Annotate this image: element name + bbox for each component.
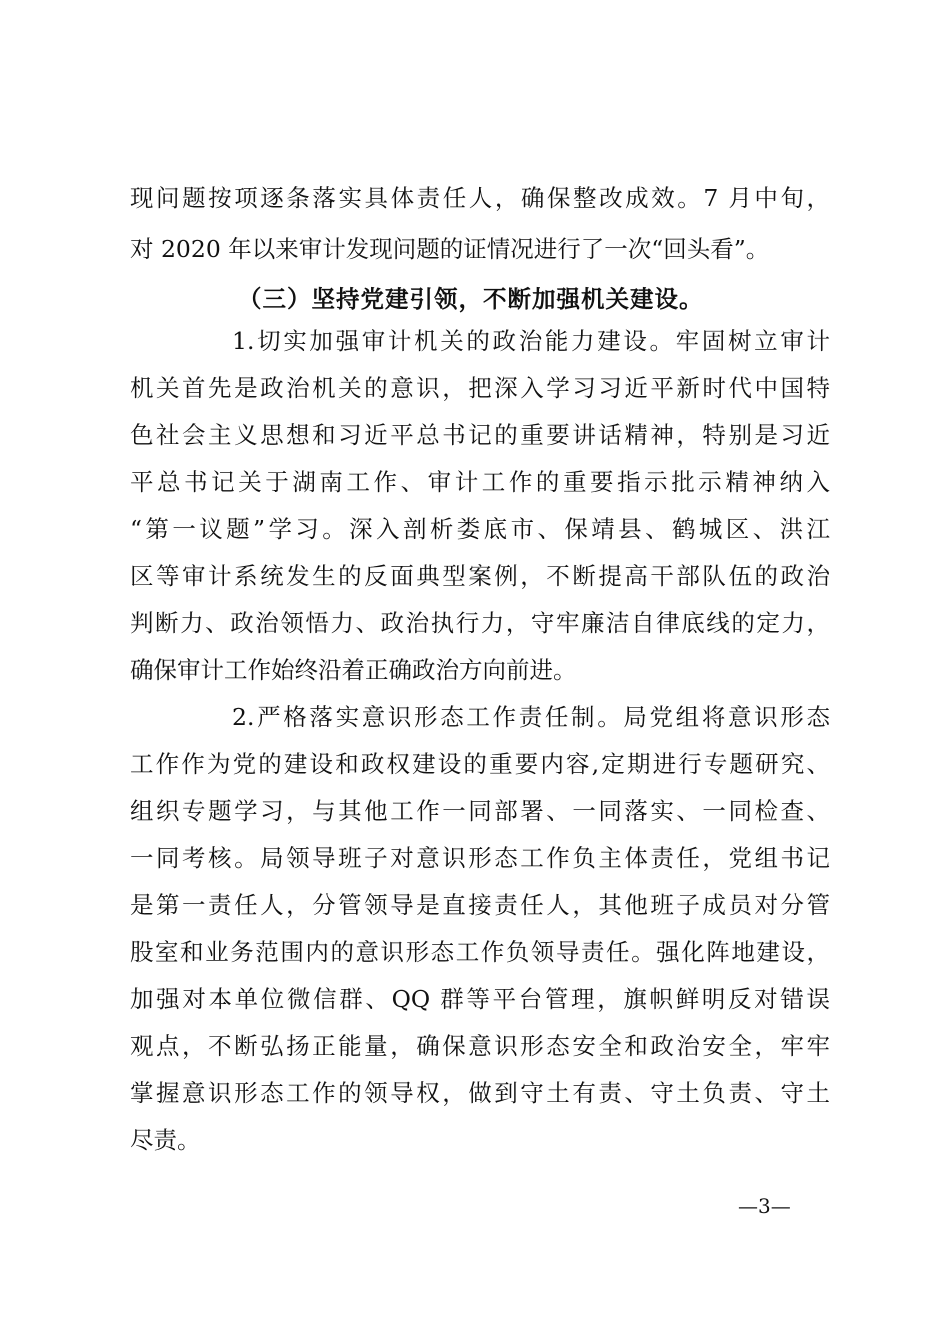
page-number: —3— bbox=[738, 1194, 791, 1218]
body-text-line: 组织专题学习，与其他工作一同部署、一同落实、一同检查、 bbox=[130, 797, 830, 825]
body-text-line: 工作作为党的建设和政权建设的重要内容,定期进行专题研究、 bbox=[130, 750, 830, 778]
body-text-line: 现问题按项逐条落实具体责任人，确保整改成效。7 月中旬， bbox=[130, 184, 830, 212]
body-text-line: 判断力、政治领悟力、政治执行力，守牢廉洁自律底线的定力， bbox=[130, 609, 830, 637]
body-text-line: 色社会主义思想和习近平总书记的重要讲话精神，特别是习近 bbox=[130, 421, 830, 449]
body-text-line: 确保审计工作始终沿着正确政治方向前进。 bbox=[130, 656, 577, 684]
body-text-line: 1.切实加强审计机关的政治能力建设。牢固树立审计 bbox=[232, 327, 830, 355]
body-text-line: 2.严格落实意识形态工作责任制。局党组将意识形态 bbox=[232, 703, 830, 731]
body-text-line: 加强对本单位微信群、QQ 群等平台管理，旗帜鲜明反对错误 bbox=[130, 985, 830, 1013]
body-text-line: 股室和业务范围内的意识形态工作负领导责任。强化阵地建设， bbox=[130, 938, 830, 966]
body-text-line: 观点，不断弘扬正能量，确保意识形态安全和政治安全，牢牢 bbox=[130, 1032, 830, 1060]
body-text-line: 区等审计系统发生的反面典型案例，不断提高干部队伍的政治 bbox=[130, 562, 830, 590]
body-text-line: 机关首先是政治机关的意识，把深入学习习近平新时代中国特 bbox=[130, 374, 830, 402]
body-text-line: 一同考核。局领导班子对意识形态工作负主体责任，党组书记 bbox=[130, 844, 830, 872]
body-text-line: “第一议题”学习。深入剖析娄底市、保靖县、鹤城区、洪江 bbox=[130, 515, 830, 543]
body-text-line: 是第一责任人，分管领导是直接责任人，其他班子成员对分管 bbox=[130, 891, 830, 919]
body-text-line: 对 2020 年以来审计发现问题的证情况进行了一次“回头看”。 bbox=[130, 235, 770, 263]
section-heading: （三）坚持党建引领，不断加强机关建设。 bbox=[238, 285, 704, 313]
body-text-line: 平总书记关于湖南工作、审计工作的重要指示批示精神纳入 bbox=[130, 468, 830, 496]
body-text-line: 掌握意识形态工作的领导权，做到守土有责、守土负责、守土 bbox=[130, 1079, 830, 1107]
body-text-line: 尽责。 bbox=[130, 1126, 201, 1154]
